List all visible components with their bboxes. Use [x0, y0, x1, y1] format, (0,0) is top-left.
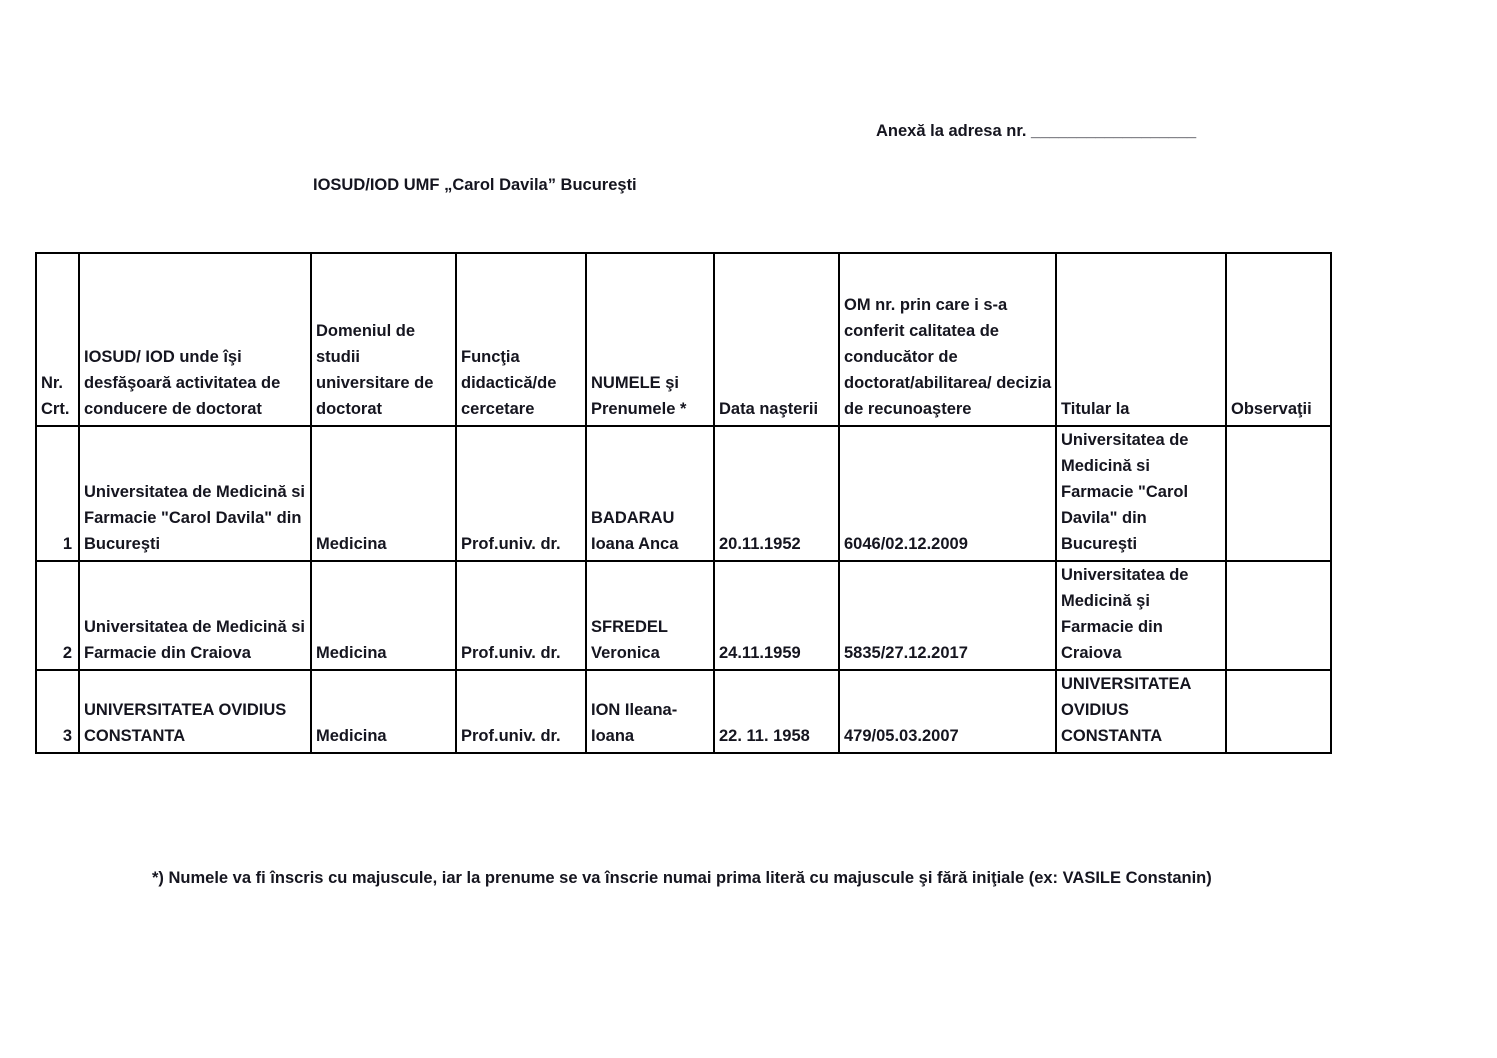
- cell-iosud: Universitatea de Medicină si Farmacie din Craiova: [79, 561, 311, 670]
- cell-titular-la: Universitatea de Medicină si Farmacie "Carol Davila" din Bucureşti: [1056, 426, 1226, 561]
- cell-om-nr: 5835/27.12.2017: [839, 561, 1056, 670]
- table-row: [36, 670, 1331, 753]
- column-header-nr-crt: Nr. Crt.: [36, 253, 79, 426]
- cell-observatii: [1226, 561, 1331, 670]
- cell-observatii: [1226, 670, 1331, 753]
- annex-blank-line: __________________: [1031, 122, 1197, 140]
- annex-label: Anexă la adresa nr.: [876, 122, 1027, 140]
- cell-domeniu: Medicina: [311, 561, 456, 670]
- column-header-nume: NUMELE şi Prenumele *: [586, 253, 714, 426]
- table-row: [36, 426, 1331, 561]
- table-row: [36, 561, 1331, 670]
- cell-data-nasterii: 22. 11. 1958: [714, 670, 839, 753]
- cell-nume: BADARAU Ioana Anca: [586, 426, 714, 561]
- cell-titular-la: Universitatea de Medicină şi Farmacie din Craiova: [1056, 561, 1226, 670]
- cell-data-nasterii: 24.11.1959: [714, 561, 839, 670]
- cell-nume: ION Ileana-Ioana: [586, 670, 714, 753]
- column-header-titular-la: Titular la: [1056, 253, 1226, 426]
- cell-functia: Prof.univ. dr.: [456, 670, 586, 753]
- cell-domeniu: Medicina: [311, 426, 456, 561]
- column-header-functia: Funcţia didactică/de cercetare: [456, 253, 586, 426]
- cell-nr: 3: [36, 670, 79, 753]
- cell-om-nr: 479/05.03.2007: [839, 670, 1056, 753]
- cell-nume: SFREDEL Veronica: [586, 561, 714, 670]
- cell-functia: Prof.univ. dr.: [456, 426, 586, 561]
- cell-titular-la: UNIVERSITATEA OVIDIUS CONSTANTA: [1056, 670, 1226, 753]
- column-header-om-nr: OM nr. prin care i s-a conferit calitatea de conducător de doctorat/abilitarea/ decizia de recunoaştere: [839, 253, 1056, 426]
- cell-nr: 2: [36, 561, 79, 670]
- cell-domeniu: Medicina: [311, 670, 456, 753]
- table-header-row: [36, 253, 1331, 426]
- cell-functia: Prof.univ. dr.: [456, 561, 586, 670]
- annex-line: [876, 122, 1196, 141]
- cell-om-nr: 6046/02.12.2009: [839, 426, 1056, 561]
- cell-iosud: UNIVERSITATEA OVIDIUS CONSTANTA: [79, 670, 311, 753]
- cell-nr: 1: [36, 426, 79, 561]
- document-title: IOSUD/IOD UMF „Carol Davila” Bucureşti: [313, 176, 637, 194]
- column-header-data-nasterii: Data naşterii: [714, 253, 839, 426]
- cell-observatii: [1226, 426, 1331, 561]
- footnote: *) Numele va fi înscris cu majuscule, iar la prenume se va înscrie numai prima literă cu majuscule şi fără iniţiale (ex: VASILE Constanin): [152, 869, 1212, 887]
- column-header-domeniu: Domeniul de studii universitare de doctorat: [311, 253, 456, 426]
- cell-data-nasterii: 20.11.1952: [714, 426, 839, 561]
- cell-iosud: Universitatea de Medicină si Farmacie "Carol Davila" din Bucureşti: [79, 426, 311, 561]
- doctoral-supervisors-table: [35, 252, 1332, 754]
- column-header-observatii: Observaţii: [1226, 253, 1331, 426]
- column-header-iosud: IOSUD/ IOD unde îşi desfăşoară activitatea de conducere de doctorat: [79, 253, 311, 426]
